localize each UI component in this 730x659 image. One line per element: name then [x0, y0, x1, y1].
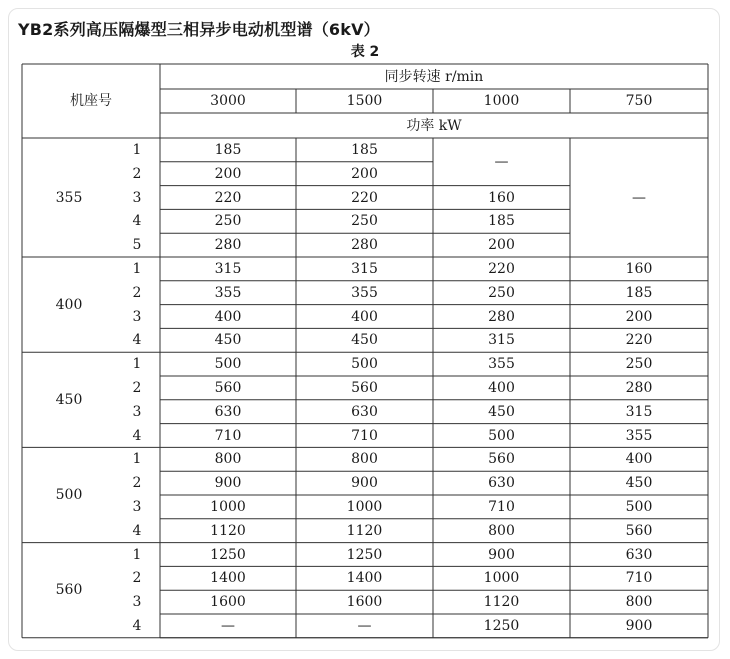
power-cell-3000: 355: [214, 284, 242, 301]
power-cell-3000: 560: [214, 379, 242, 396]
row-number: 2: [132, 379, 142, 396]
row-number: 4: [132, 213, 142, 230]
row-number: 1: [132, 356, 142, 373]
row-number: 3: [132, 594, 142, 611]
table-caption: 表 2: [350, 44, 380, 60]
row-number: 2: [132, 570, 142, 587]
power-cell-1000: 250: [488, 284, 515, 301]
power-cell-1500: 1400: [346, 570, 383, 587]
row-number: 1: [132, 546, 142, 563]
power-cell-1500: 900: [351, 475, 378, 492]
power-cell-1000: 185: [488, 213, 515, 230]
power-cell-750: 200: [625, 308, 653, 325]
header-speed-1500: 1500: [346, 93, 383, 109]
power-cell-1500: 200: [351, 165, 378, 182]
frame-size-355: 355: [55, 189, 83, 206]
power-cell-750: 560: [625, 522, 653, 539]
header-speed-1000: 1000: [483, 93, 520, 109]
power-cell-3000: 400: [214, 308, 242, 325]
row-number: 3: [132, 498, 142, 515]
row-number: 3: [132, 308, 142, 325]
power-cell-3000: —: [221, 617, 235, 634]
power-cell-750: 220: [625, 332, 653, 349]
power-cell-3000: 1120: [210, 522, 246, 539]
row-number: 4: [132, 617, 142, 634]
power-cell-750: 900: [625, 617, 653, 634]
frame-size-450: 450: [55, 391, 83, 408]
power-cell-1000: 630: [488, 475, 515, 492]
power-cell-750: 450: [625, 475, 653, 492]
header-power-label: 功率 kW: [406, 117, 462, 134]
power-cell-3000: 630: [214, 403, 242, 420]
power-cell-1000: 400: [488, 379, 515, 396]
power-cell-1500: 1250: [346, 546, 383, 563]
power-cell-1500: 1000: [346, 498, 383, 515]
power-cell-3000: 200: [214, 165, 242, 182]
power-cell-750-none: —: [632, 189, 646, 206]
power-cell-750: 355: [625, 427, 653, 444]
power-cell-750: 315: [625, 403, 653, 420]
header-frame-label: 机座号: [70, 93, 112, 109]
power-cell-1500: 280: [351, 237, 378, 254]
row-number: 4: [132, 332, 142, 349]
header-speed-750: 750: [625, 93, 653, 109]
power-cell-3000: 900: [214, 475, 242, 492]
header-speed-3000: 3000: [210, 93, 246, 109]
row-number: 3: [132, 189, 142, 206]
power-cell-1500: 450: [351, 332, 378, 349]
row-number: 2: [132, 165, 142, 182]
power-cell-3000: 250: [214, 213, 242, 230]
power-cell-3000: 185: [214, 141, 242, 158]
power-cell-3000: 500: [214, 356, 242, 373]
power-cell-3000: 220: [214, 189, 242, 206]
row-number: 2: [132, 284, 142, 301]
power-cell-1000: 900: [488, 546, 515, 563]
power-cell-1500: 315: [351, 260, 378, 277]
power-cell-1000: 710: [488, 498, 515, 515]
power-cell-1500: 800: [351, 451, 378, 468]
power-cell-1000: 1120: [483, 594, 520, 611]
frame-size-500: 500: [55, 487, 83, 503]
row-number: 1: [132, 141, 142, 158]
power-cell-1500: 355: [351, 284, 378, 301]
power-cell-750: 400: [625, 451, 653, 468]
power-cell-750: 160: [625, 260, 653, 277]
power-cell-3000: 315: [214, 260, 242, 277]
power-cell-3000: 280: [214, 237, 242, 254]
power-cell-750: 185: [625, 284, 653, 301]
power-cell-750: 630: [625, 546, 653, 563]
power-cell-1500: 710: [351, 427, 378, 444]
power-cell-3000: 710: [214, 427, 242, 444]
power-cell-750: 710: [625, 570, 653, 587]
power-cell-1500: 500: [351, 356, 378, 373]
power-cell-1000: 280: [488, 308, 515, 325]
power-cell-1000: 220: [488, 260, 515, 277]
row-number: 1: [132, 260, 142, 277]
power-cell-1000: 560: [488, 451, 515, 468]
row-number: 2: [132, 475, 142, 492]
row-number: 5: [132, 237, 142, 254]
power-cell-1500: 560: [351, 379, 378, 396]
power-cell-1500: 1600: [346, 594, 383, 611]
power-cell-1000: 800: [488, 522, 515, 539]
frame-size-400: 400: [55, 296, 83, 313]
power-cell-1000: 1250: [483, 617, 520, 634]
document-title: YB2系列高压隔爆型三相异步电动机型谱（6kV）: [18, 20, 380, 39]
power-cell-750: 250: [625, 356, 653, 373]
power-cell-1500: 250: [351, 213, 378, 230]
power-cell-3000: 1000: [210, 498, 246, 515]
power-cell-1000: 355: [488, 356, 515, 373]
power-cell-1000-none: —: [494, 153, 509, 170]
row-number: 3: [132, 403, 142, 420]
row-number: 4: [132, 427, 142, 444]
power-cell-1500: 185: [351, 141, 378, 158]
power-cell-1500: 1120: [346, 522, 383, 539]
power-cell-3000: 1250: [210, 546, 246, 563]
power-cell-1000: 500: [488, 427, 515, 444]
power-cell-3000: 1600: [210, 594, 246, 611]
power-cell-3000: 800: [214, 451, 242, 468]
power-cell-1500: 400: [351, 308, 378, 325]
power-cell-1000: 200: [488, 237, 515, 254]
power-cell-1000: 315: [488, 332, 515, 349]
power-cell-1500: —: [357, 617, 372, 634]
power-cell-1000: 160: [488, 189, 515, 206]
row-number: 4: [132, 522, 142, 539]
power-cell-1000: 450: [488, 403, 515, 420]
power-cell-750: 800: [625, 594, 653, 611]
header-speed-label: 同步转速 r/min: [384, 68, 484, 85]
power-cell-1500: 220: [351, 189, 378, 206]
power-cell-3000: 1400: [210, 570, 246, 587]
power-cell-750: 500: [625, 498, 653, 515]
power-cell-3000: 450: [214, 332, 242, 349]
frame-size-560: 560: [55, 582, 83, 599]
power-cell-1000: 1000: [483, 570, 520, 587]
power-cell-1500: 630: [351, 403, 378, 420]
power-cell-750: 280: [625, 379, 653, 396]
row-number: 1: [132, 451, 142, 468]
